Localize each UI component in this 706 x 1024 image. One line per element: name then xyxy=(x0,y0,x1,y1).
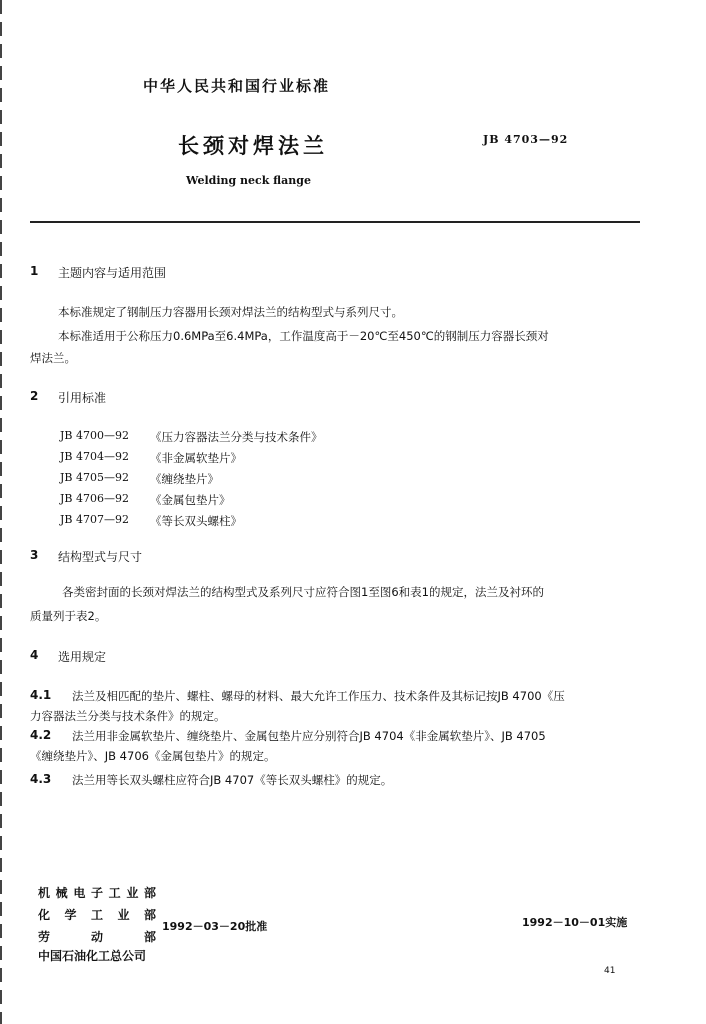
document-title-english: Welding neck flange xyxy=(186,174,311,187)
section-4-number: 4 xyxy=(30,648,39,662)
issuer-sinopec: 中国石油化工总公司 xyxy=(38,949,147,963)
reference-code: JB 4700—92 xyxy=(60,429,129,442)
section-1-paragraph-2-line-2: 焊法兰。 xyxy=(30,351,76,365)
clause-4-3-line-1: 法兰用等长双头螺柱应符合JB 4707《等长双头螺柱》的规定。 xyxy=(72,773,393,787)
reference-title: 《等长双头螺柱》 xyxy=(150,514,242,528)
section-4-title: 选用规定 xyxy=(58,650,107,664)
clause-4-2-number: 4.2 xyxy=(30,728,52,742)
clause-4-3-number: 4.3 xyxy=(30,772,52,786)
section-1-paragraph-1: 本标准规定了钢制压力容器用长颈对焊法兰的结构型式与系列尺寸。 xyxy=(58,305,403,319)
clause-4-1-line-2: 力容器法兰分类与技术条件》的规定。 xyxy=(30,709,226,723)
reference-title: 《压力容器法兰分类与技术条件》 xyxy=(150,430,323,444)
section-1-number: 1 xyxy=(30,264,39,278)
reference-title: 《缠绕垫片》 xyxy=(150,472,219,486)
standard-organization: 中华人民共和国行业标准 xyxy=(143,77,331,95)
section-1-paragraph-2-line-1: 本标准适用于公称压力0.6MPa至6.4MPa，工作温度高于－20℃至450℃的钢制压力容器长颈对 xyxy=(58,329,549,343)
section-3-paragraph-line-1: 各类密封面的长颈对焊法兰的结构型式及系列尺寸应符合图1至图6和表1的规定，法兰及衬环的 xyxy=(62,585,544,599)
reference-code: JB 4707—92 xyxy=(60,513,129,526)
effective-date: 1992－10－01实施 xyxy=(522,916,628,929)
reference-code: JB 4705—92 xyxy=(60,471,129,484)
section-3-title: 结构型式与尺寸 xyxy=(58,550,143,564)
section-2-title: 引用标准 xyxy=(58,391,107,405)
section-2-number: 2 xyxy=(30,389,39,403)
page-number: 41 xyxy=(604,966,616,976)
reference-code: JB 4704—92 xyxy=(60,450,129,463)
scan-left-edge xyxy=(0,0,2,1024)
reference-title: 《金属包垫片》 xyxy=(150,493,231,507)
issuer-ministry-labor: 劳动部 xyxy=(38,930,156,944)
header-divider xyxy=(30,221,640,223)
clause-4-2-line-2: 《缠绕垫片》、JB 4706《金属包垫片》的规定。 xyxy=(30,749,276,763)
document-title: 长颈对焊法兰 xyxy=(178,134,328,158)
clause-4-1-number: 4.1 xyxy=(30,688,52,702)
section-1-title: 主题内容与适用范围 xyxy=(58,266,167,280)
reference-title: 《非金属软垫片》 xyxy=(150,451,242,465)
section-3-paragraph-line-2: 质量列于表2。 xyxy=(30,609,107,623)
approval-date: 1992－03－20批准 xyxy=(162,920,268,933)
standard-code: JB 4703—92 xyxy=(483,133,569,146)
reference-code: JB 4706—92 xyxy=(60,492,129,505)
section-3-number: 3 xyxy=(30,548,39,562)
issuer-ministry-chemical: 化学工业部 xyxy=(38,908,156,922)
clause-4-1-line-1: 法兰及相匹配的垫片、螺柱、螺母的材料、最大允许工作压力、技术条件及其标记按JB 4700《压 xyxy=(72,689,565,703)
issuer-ministry-machinery-electronics: 机械电子工业部 xyxy=(38,886,156,900)
clause-4-2-line-1: 法兰用非金属软垫片、缠绕垫片、金属包垫片应分别符合JB 4704《非金属软垫片》、JB 4705 xyxy=(72,729,546,743)
